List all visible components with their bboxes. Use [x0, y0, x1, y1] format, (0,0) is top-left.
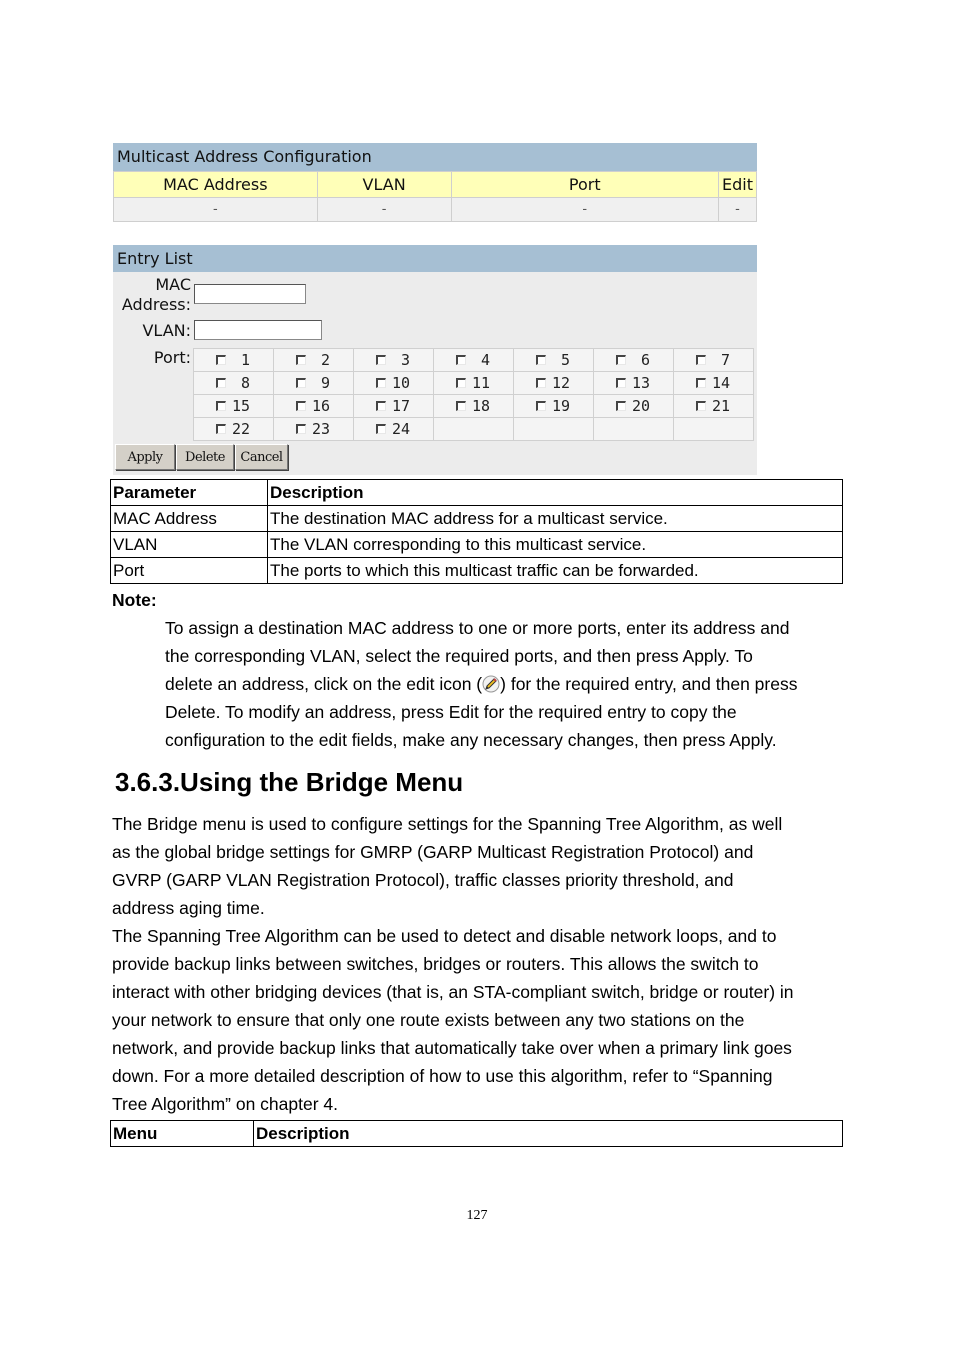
page-number: 127	[466, 1208, 488, 1223]
port-checkbox[interactable]	[696, 401, 706, 411]
port-cell	[354, 418, 434, 441]
port-cell	[274, 418, 354, 441]
port-checkbox[interactable]	[376, 401, 386, 411]
port-checkbox[interactable]	[616, 355, 626, 365]
menu-header: Menu	[111, 1121, 254, 1147]
port-checkbox[interactable]	[376, 355, 386, 365]
port-cell	[274, 349, 354, 372]
col-mac-address: MAC Address	[114, 172, 318, 198]
port-cell	[194, 372, 274, 395]
port-checkbox[interactable]	[456, 355, 466, 365]
port-checkbox[interactable]	[296, 378, 306, 388]
port-checkbox[interactable]	[216, 355, 226, 365]
port-number-label: 10	[391, 374, 410, 392]
entry-list-title: Entry List	[113, 245, 757, 273]
port-cell	[274, 372, 354, 395]
port-row	[194, 395, 754, 418]
vlan-input[interactable]	[194, 320, 322, 340]
port-cell	[594, 349, 674, 372]
port-checkbox[interactable]	[216, 378, 226, 388]
port-number-label: 16	[311, 397, 330, 415]
port-cell	[354, 372, 434, 395]
port-cell	[434, 395, 514, 418]
cancel-button[interactable]: Cancel	[235, 444, 288, 470]
mac-address-input[interactable]	[194, 284, 306, 304]
port-number-label: 12	[551, 374, 570, 392]
empty-port-cell	[434, 418, 514, 441]
port-cell	[514, 372, 594, 395]
port-number-label: 5	[560, 351, 570, 369]
port-cell	[674, 372, 754, 395]
port-checkbox[interactable]	[296, 401, 306, 411]
port-cell	[674, 349, 754, 372]
table-row	[114, 198, 757, 222]
port-checkbox[interactable]	[376, 378, 386, 388]
port-row	[194, 418, 754, 441]
port-number-label: 15	[231, 397, 250, 415]
port-cell	[594, 395, 674, 418]
port-checkbox[interactable]	[456, 401, 466, 411]
port-checkbox[interactable]	[296, 355, 306, 365]
port-number-label: 1	[240, 351, 250, 369]
port-checkbox[interactable]	[696, 378, 706, 388]
port-number-label: 13	[631, 374, 650, 392]
port-cell	[514, 349, 594, 372]
body-text: The Bridge menu is used to configure settings for the Spanning Tree Algorithm, as well as the global bridge settings for GMRP (GARP Multicast Registration Protocol) and GVRP (GARP VLAN Registration Protocol), traffic classes priority threshold, and address aging time. The Spanning Tree Algorithm can be used to detect and disable network loops, and to provide backup links between switches, bridges or routers. This allows the switch to interact with other bridging devices (that is, an STA-compliant switch, bridge or router) in your network to ensure that only one route exists between any two stations on the network, and provide backup links that automatically take over when a primary link goes down. For a more detailed description of how to use this algorithm, refer to “Spanning Tree Algorithm” on chapter 4.	[112, 814, 794, 1114]
param-name: Port	[111, 558, 268, 584]
port-row	[194, 349, 754, 372]
port-number-label: 18	[471, 397, 490, 415]
cell-mac-address: -	[114, 198, 318, 222]
port-checkbox[interactable]	[616, 378, 626, 388]
port-selection-grid	[193, 348, 754, 441]
param-name: VLAN	[111, 532, 268, 558]
param-desc: The VLAN corresponding to this multicast service.	[268, 532, 843, 558]
mac-address-label: MAC Address:	[121, 275, 191, 314]
port-cell	[594, 372, 674, 395]
col-port: Port	[451, 172, 718, 198]
vlan-label: VLAN:	[142, 321, 191, 340]
param-desc: The ports to which this multicast traffic can be forwarded.	[268, 558, 843, 584]
col-vlan: VLAN	[317, 172, 451, 198]
empty-port-cell	[594, 418, 674, 441]
menu-desc-header: Description	[254, 1121, 843, 1147]
port-checkbox[interactable]	[376, 424, 386, 434]
port-checkbox[interactable]	[296, 424, 306, 434]
col-edit: Edit	[718, 172, 756, 198]
table-row	[111, 532, 843, 558]
port-checkbox[interactable]	[536, 401, 546, 411]
note-label: Note:	[112, 590, 157, 610]
cell-edit: -	[718, 198, 756, 222]
port-checkbox[interactable]	[616, 401, 626, 411]
port-cell	[514, 395, 594, 418]
note-text: To assign a destination MAC address to one or more ports, enter its address and the corresponding VLAN, select the required ports, and then press Apply. To delete an address, click on the edit icon ( ) for the required entry, and then press Delete. To modify an address, press Edit for the required entry to copy the configuration to the edit fields, make any necessary changes, then press Apply.	[165, 618, 798, 750]
port-number-label: 23	[311, 420, 330, 438]
port-number-label: 8	[240, 374, 250, 392]
apply-button[interactable]: Apply	[115, 444, 175, 470]
multicast-address-table	[113, 171, 757, 222]
param-header: Parameter	[111, 480, 268, 506]
port-number-label: 24	[391, 420, 410, 438]
port-cell	[354, 349, 434, 372]
table-row	[111, 506, 843, 532]
port-cell	[194, 395, 274, 418]
port-number-label: 20	[631, 397, 650, 415]
port-number-label: 9	[320, 374, 330, 392]
port-cell	[434, 372, 514, 395]
port-number-label: 19	[551, 397, 570, 415]
param-name: MAC Address	[111, 506, 268, 532]
port-number-label: 4	[480, 351, 490, 369]
cell-vlan: -	[317, 198, 451, 222]
delete-button[interactable]: Delete	[176, 444, 234, 470]
port-number-label: 21	[711, 397, 730, 415]
port-checkbox[interactable]	[536, 378, 546, 388]
port-cell	[354, 395, 434, 418]
empty-port-cell	[674, 418, 754, 441]
parameter-table	[110, 479, 843, 584]
port-checkbox[interactable]	[216, 424, 226, 434]
port-number-label: 22	[231, 420, 250, 438]
port-checkbox[interactable]	[536, 355, 546, 365]
entry-button-bar	[115, 444, 288, 470]
cell-port: -	[451, 198, 718, 222]
empty-port-cell	[514, 418, 594, 441]
port-checkbox[interactable]	[696, 355, 706, 365]
port-cell	[274, 395, 354, 418]
section-heading: 3.6.3.Using the Bridge Menu	[115, 767, 464, 797]
port-number-label: 3	[400, 351, 410, 369]
desc-header: Description	[268, 480, 843, 506]
port-label: Port:	[153, 348, 191, 367]
port-number-label: 14	[711, 374, 730, 392]
port-cell	[434, 349, 514, 372]
port-number-label: 7	[720, 351, 730, 369]
port-cell	[194, 349, 274, 372]
port-number-label: 6	[640, 351, 650, 369]
port-checkbox[interactable]	[216, 401, 226, 411]
port-number-label: 11	[471, 374, 490, 392]
param-desc: The destination MAC address for a multicast service.	[268, 506, 843, 532]
port-checkbox[interactable]	[456, 378, 466, 388]
pencil-edit-icon	[482, 675, 500, 693]
port-number-label: 17	[391, 397, 410, 415]
port-number-label: 2	[320, 351, 330, 369]
menu-table	[110, 1120, 843, 1147]
table-row	[111, 558, 843, 584]
port-cell	[674, 395, 754, 418]
multicast-panel-title: Multicast Address Configuration	[113, 143, 757, 171]
port-row	[194, 372, 754, 395]
port-cell	[194, 418, 274, 441]
